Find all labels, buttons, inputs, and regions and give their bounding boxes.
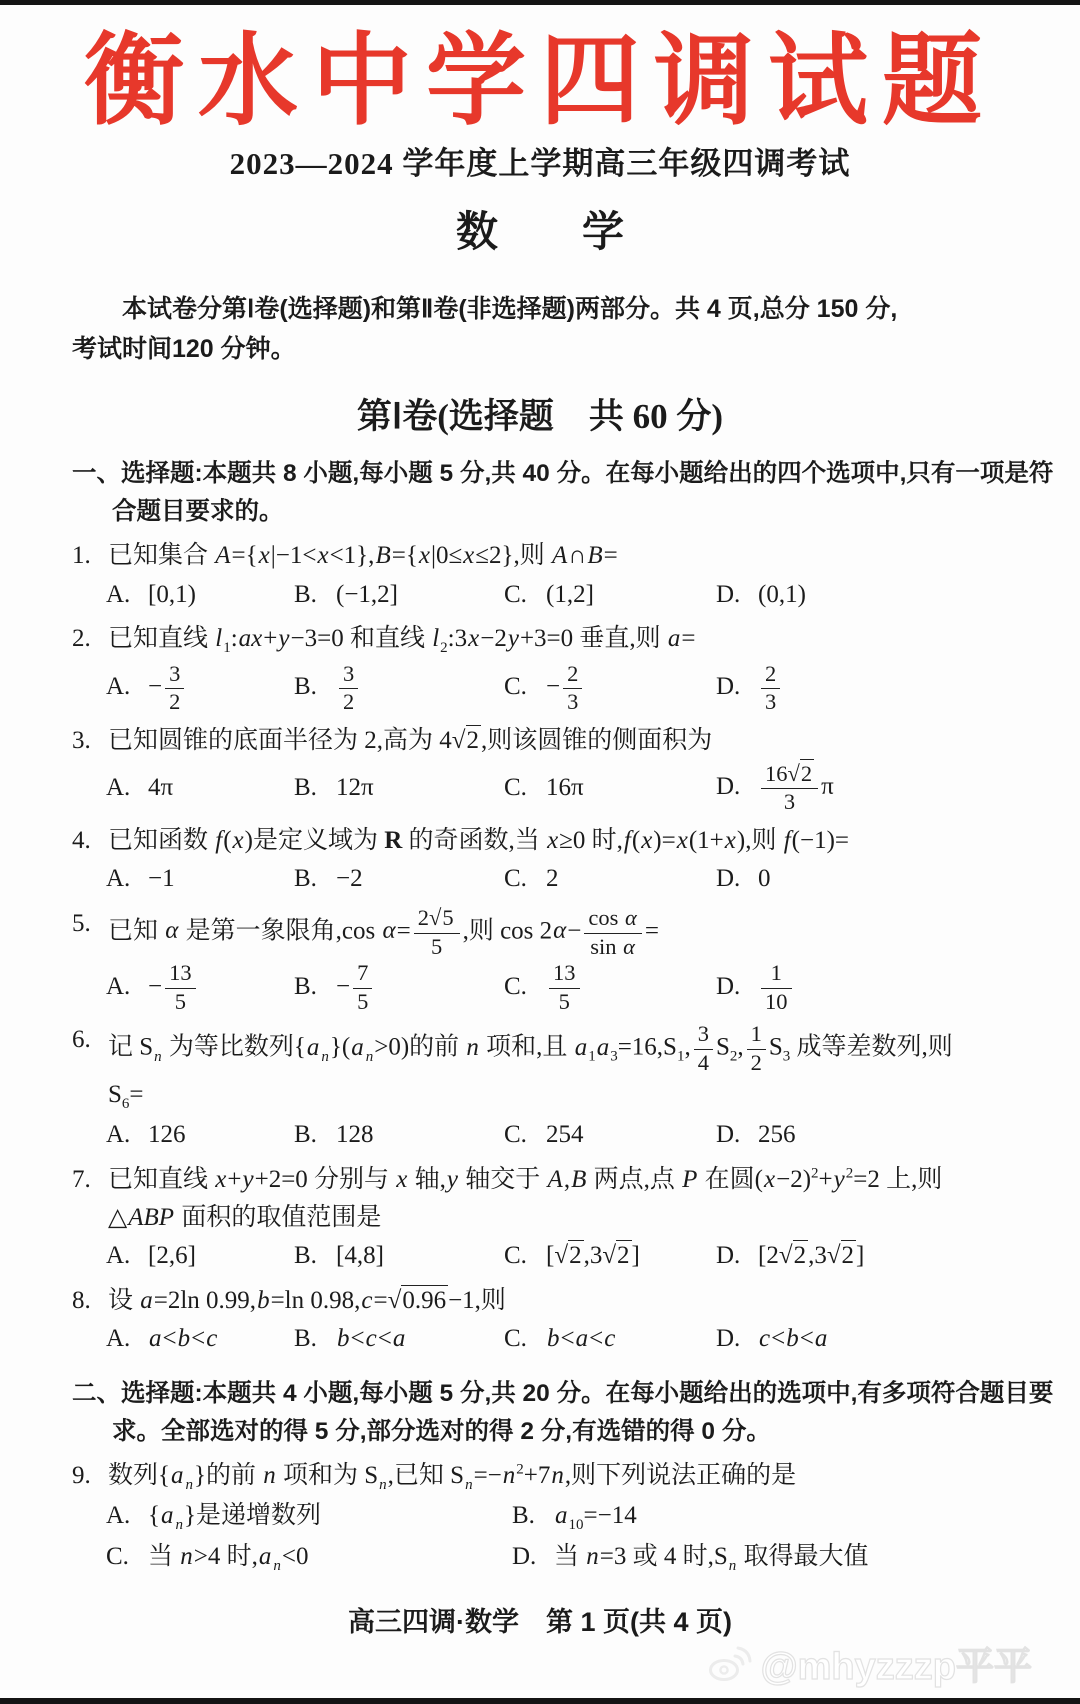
option-a: A. 4π	[106, 773, 174, 801]
exam-session-subtitle: 2023—2024 学年度上学期高三年级四调考试	[229, 146, 851, 181]
option-c: C. 16π	[504, 773, 584, 801]
question-1	[72, 537, 1036, 615]
option-d: D. 当 n=3 或 4 时$,S_n$ 取得最大值	[512, 1542, 869, 1574]
exam-info-line2: 考试时间120 分钟。	[72, 335, 296, 363]
option-c: C. (1,2]	[504, 580, 594, 608]
question-body: 已知集合 A={x|−1<x<1},B={x|0≤x≤2},则 A∩B=	[108, 541, 618, 569]
option-d: D. c<b<a	[716, 1325, 828, 1353]
question-5	[72, 905, 1036, 1015]
option-c: C. 2	[504, 865, 559, 893]
question-number: 8.	[72, 1286, 91, 1314]
question-body: 数列{a $_n$}的前 n 项和为 $S_n$,已知 $S_n=-n^2+7n$,则下列说法正确的是	[108, 1461, 797, 1494]
option-d: D. [2√2,3√2]	[716, 1241, 865, 1269]
question-number: 4.	[72, 826, 91, 854]
option-c: C. − $\frac{2}{3}$	[504, 661, 716, 716]
option-b: B. 128	[294, 1120, 374, 1148]
question-body: 已知函数 f(x)是定义域为 R 的奇函数,当 x≥0 时,f(x)=x(1+x),则 f(−1)=	[108, 826, 850, 854]
question-body: 设 a=2ln 0.99,b=ln 0.98,c=√0.96−1,则	[108, 1286, 506, 1314]
option-a: A. 126	[106, 1120, 186, 1148]
option-b: B. [4,8]	[294, 1241, 384, 1269]
photo-edge-top	[0, 0, 1080, 5]
question-7	[72, 1161, 1036, 1276]
option-d: D. $\frac{2}{3}$	[716, 661, 1036, 716]
question-number: 3.	[72, 726, 91, 754]
page-title: 衡水中学四调试题	[84, 25, 996, 137]
exam-info-line1: 本试卷分第Ⅰ卷(选择题)和第Ⅱ卷(非选择题)两部分。共 4 页,总分 150 分,	[122, 295, 898, 323]
question-body: 已知直线 x+y+2=0 分别与 x 轴,y 轴交于 A,B 两点,点 P 在圆$(x-2)^2+y^2=2$ 上,则	[108, 1165, 943, 1193]
questions-part2	[72, 1457, 1036, 1578]
option-a: A. − $\frac{13}{5}$	[106, 960, 294, 1015]
question-6	[72, 1021, 1036, 1154]
option-d: D. $\frac{16√2}{3}$ π	[716, 760, 834, 815]
exam-info	[72, 289, 1010, 369]
option-b: B. $\frac{3}{2}$	[294, 661, 504, 716]
option-c: C. 当 n>4 时,a $_n$<0	[106, 1542, 309, 1574]
watermark-handle: @mhyzzzp平平	[760, 1646, 1032, 1688]
question-body: 记 $S_n$ 为等比数列{a $_n$}(a $_n$>0)的前 n 项和,且 $a_1a_3=16,S_1$, $\frac{3}{4}$ $S_2$, $\frac{1}{2}$ $S_3$ 成等差数列,则	[108, 1021, 953, 1075]
question-body: 已知直线 $l_1:ax+y-3=0$ 和直线 $l_2:3x-2y+3=0$ 垂直,则 a=	[108, 625, 696, 657]
option-b: B. b<c<a	[294, 1325, 406, 1353]
question-body: 已知圆锥的底面半径为 2,高为 4√2,则该圆锥的侧面积为	[108, 726, 713, 754]
question-body-line2: $S_6=$	[108, 1081, 144, 1113]
section2-instructions	[72, 1375, 1054, 1451]
question-number: 7.	[72, 1165, 91, 1193]
question-2	[72, 620, 1036, 715]
option-d: D. (0,1)	[716, 580, 806, 608]
option-a: A. [2,6]	[106, 1241, 196, 1269]
option-b: B. $a_{10}=-14$	[512, 1502, 637, 1534]
question-body-line2: △ABP 面积的取值范围是	[108, 1204, 382, 1232]
option-a: A. −1	[106, 865, 175, 893]
option-a: A. − $\frac{3}{2}$	[106, 661, 294, 716]
option-c: C. b<a<c	[504, 1325, 616, 1353]
question-3	[72, 722, 1036, 816]
page-footer: 高三四调·数学 第 1 页(共 4 页)	[347, 1606, 732, 1637]
option-b: B. 12π	[294, 773, 374, 801]
question-number: 2.	[72, 625, 91, 653]
questions-part1	[72, 537, 1036, 1359]
option-a: A. [0,1)	[106, 580, 196, 608]
option-b: B. (−1,2]	[294, 580, 398, 608]
question-number: 1.	[72, 541, 91, 569]
option-d: D. $\frac{1}{10}$	[716, 960, 1036, 1015]
option-d: D. 0	[716, 865, 771, 893]
photo-edge-bottom	[0, 1698, 1080, 1704]
section1-instructions-line2: 合题目要求的。	[112, 497, 284, 525]
option-c: C. $\frac{13}{5}$	[504, 960, 716, 1015]
subject-title: 数 学	[455, 210, 624, 256]
option-c: C. [√2,3√2]	[504, 1241, 640, 1269]
question-8	[72, 1282, 1036, 1360]
part1-header: 第Ⅰ卷(选择题 共 60 分)	[356, 397, 724, 436]
question-body: 已知 α 是第一象限角,cos α= $\frac{2√5}{5}$ ,则 cos 2α− $\frac{\text{cos α}}{\text{sin α}}$ =	[108, 905, 659, 959]
section1-instructions-line1: 一、选择题:本题共 8 小题,每小题 5 分,共 40 分。在每小题给出的四个选项中,只有一项是符	[72, 460, 1054, 487]
option-d: D. 256	[716, 1120, 796, 1148]
option-b: B. − $\frac{7}{5}$	[294, 960, 504, 1015]
option-a: A. a<b<c	[106, 1325, 218, 1353]
question-number: 5.	[72, 910, 91, 938]
question-number: 6.	[72, 1026, 91, 1054]
question-4	[72, 822, 1036, 900]
section2-instructions-line2: 求。全部选对的得 5 分,部分选对的得 2 分,有选错的得 0 分。	[112, 1418, 771, 1446]
question-number: 9.	[72, 1462, 91, 1490]
weibo-icon	[707, 1644, 753, 1682]
option-a: A. {a $_n$}是递增数列	[106, 1502, 321, 1534]
watermark	[707, 1635, 1032, 1690]
section2-instructions-line1: 二、选择题:本题共 4 小题,每小题 5 分,共 20 分。在每小题给出的选项中,有多项符合题目要	[72, 1380, 1054, 1408]
option-b: B. −2	[294, 865, 363, 893]
option-c: C. 254	[504, 1120, 584, 1148]
question-9	[72, 1457, 1036, 1578]
section1-instructions	[72, 455, 1054, 531]
